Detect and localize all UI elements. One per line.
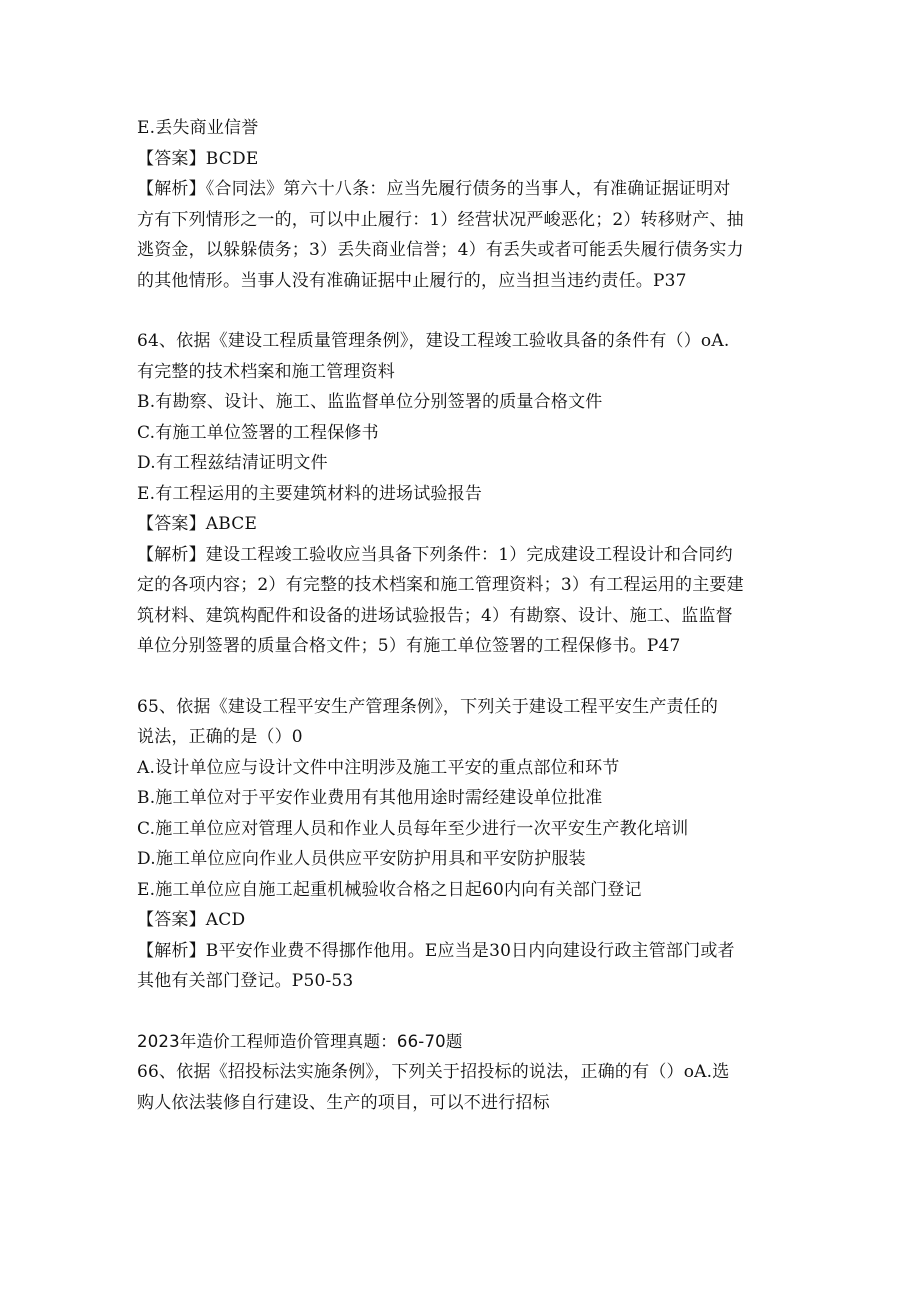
- analysis-line: 筑材料、建筑构配件和设备的进场试验报告；4）有勘察、设计、施工、监监督: [137, 605, 733, 626]
- spacer: [137, 296, 787, 326]
- answer-line: 【答案】ABCE: [137, 514, 258, 534]
- answer-line: 【答案】BCDE: [137, 148, 259, 169]
- analysis-line: 其他有关部门登记。P50-53: [137, 971, 354, 991]
- section-heading: 2023年造价工程师造价管理真题：66-70题: [137, 1031, 463, 1051]
- option-d: D.有工程兹结清证明文件: [137, 453, 328, 473]
- analysis-line: 【解析】B平安作业费不得挪作他用。E应当是30日内向建设行政主管部门或者: [137, 940, 735, 961]
- question-text: 说法，正确的是（）0: [137, 727, 303, 747]
- question-65: [137, 692, 787, 997]
- spacer: [137, 997, 787, 1027]
- option-b: B.有勘察、设计、施工、监监督单位分别签署的质量合格文件: [137, 392, 603, 412]
- analysis-line: 单位分别签署的质量合格文件；5）有施工单位签署的工程保修书。P47: [137, 636, 681, 656]
- option-c: C.施工单位应对管理人员和作业人员每年至少进行一次平安生产教化培训: [137, 818, 689, 839]
- option-b: B.施工单位对于平安作业费用有其他用途时需经建设单位批准: [137, 788, 603, 808]
- block-63-tail: [137, 113, 787, 296]
- answer-line: 【答案】ACD: [137, 910, 246, 930]
- document-page: [137, 113, 787, 1118]
- option-e: E.丢失商业信誉: [137, 118, 259, 138]
- option-e: E.有工程运用的主要建筑材料的进场试验报告: [137, 483, 483, 504]
- analysis-line: 的其他情形。当事人没有准确证据中止履行的，应当担当违约责任。P37: [137, 270, 687, 291]
- question-text: 64、依据《建设工程质量管理条例》，建设工程竣工验收具备的条件有（）oA.: [137, 331, 730, 351]
- question-64: [137, 326, 787, 662]
- analysis-line: 【解析】建设工程竣工验收应当具备下列条件：1）完成建设工程设计和合同约: [137, 544, 733, 565]
- option-a: 有完整的技术档案和施工管理资料: [137, 361, 395, 382]
- spacer: [137, 662, 787, 692]
- option-e: E.施工单位应自施工起重机械验收合格之日起60内向有关部门登记: [137, 879, 642, 900]
- analysis-line: 【解析】《合同法》第六十八条：应当先履行债务的当事人，有准确证据证明对: [137, 179, 731, 199]
- option-a: 购人依法装修自行建设、生产的项目，可以不进行招标: [137, 1092, 550, 1113]
- analysis-line: 逃资金，以躲躲债务；3）丢失商业信誉；4）有丢失或者可能丢失履行债务实力: [137, 240, 744, 260]
- analysis-line: 定的各项内容；2）有完整的技术档案和施工管理资料；3）有工程运用的主要建: [137, 575, 744, 595]
- question-text: 66、依据《招投标法实施条例》，下列关于招投标的说法，正确的有（）oA.选: [137, 1062, 730, 1082]
- option-d: D.施工单位应向作业人员供应平安防护用具和平安防护服装: [137, 849, 586, 869]
- option-c: C.有施工单位签署的工程保修书: [137, 422, 379, 443]
- analysis-line: 方有下列情形之一的，可以中止履行：1）经营状况严峻恶化；2）转移财产、抽: [137, 209, 744, 230]
- option-a: A.设计单位应与设计文件中注明涉及施工平安的重点部位和环节: [137, 757, 620, 778]
- question-66: [137, 1027, 787, 1119]
- question-text: 65、依据《建设工程平安生产管理条例》，下列关于建设工程平安生产责任的: [137, 696, 719, 717]
